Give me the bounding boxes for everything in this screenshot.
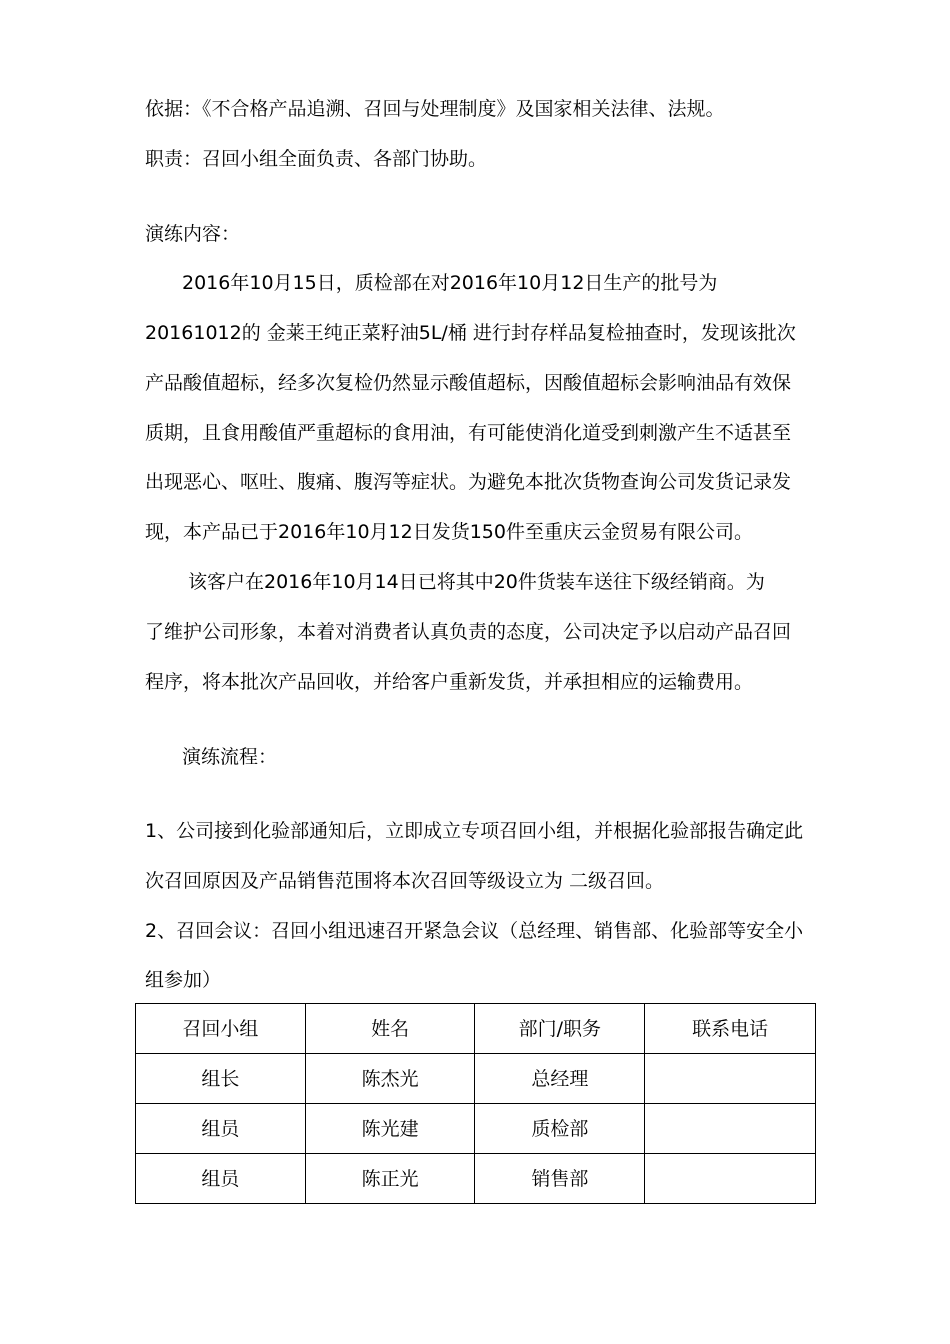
table-cell (645, 1154, 816, 1204)
process-step-line: 次召回原因及产品销售范围将本次召回等级设立为 二级召回。 (145, 870, 665, 892)
paragraph-line: 20161012的 金莱王纯正菜籽油5L/桶 进行封存样品复检抽查时，发现该批次 (145, 322, 796, 344)
table-cell: 质检部 (475, 1104, 645, 1154)
table-header-cell: 召回小组 (136, 1004, 306, 1054)
recall-team-table (135, 1003, 816, 1204)
table-row (136, 1154, 816, 1204)
process-step-line: 2、召回会议：召回小组迅速召开紧急会议（总经理、销售部、化验部等安全小 (145, 920, 804, 942)
drill-content-heading: 演练内容： (145, 223, 241, 245)
table-row (136, 1054, 816, 1104)
paragraph-line: 出现恶心、呕吐、腹痛、腹泻等症状。为避免本批次货物查询公司发货记录发 (145, 471, 792, 493)
table-header-cell: 联系电话 (645, 1004, 816, 1054)
table-cell: 陈光建 (305, 1104, 475, 1154)
table-header-cell: 姓名 (305, 1004, 475, 1054)
responsibility-line: 职责：召回小组全面负责、各部门协助。 (145, 148, 488, 170)
paragraph-line: 2016年10月15日，质检部在对2016年10月12日生产的批号为 (182, 272, 718, 294)
paragraph-line: 程序，将本批次产品回收，并给客户重新发货，并承担相应的运输费用。 (145, 671, 754, 693)
table-cell: 组长 (136, 1054, 306, 1104)
table-cell: 陈正光 (305, 1154, 475, 1204)
table-row (136, 1104, 816, 1154)
drill-process-heading: 演练流程： (182, 746, 278, 768)
paragraph-line: 质期，且食用酸值严重超标的食用油，有可能使消化道受到刺激产生不适甚至 (145, 422, 792, 444)
table-cell: 销售部 (475, 1154, 645, 1204)
paragraph-line: 该客户在2016年10月14日已将其中20件货装车送往下级经销商。为 (188, 571, 765, 593)
process-step-line: 组参加） (145, 969, 222, 991)
paragraph-line: 产品酸值超标，经多次复检仍然显示酸值超标，因酸值超标会影响油品有效保 (145, 372, 792, 394)
table-header-cell: 部门/职务 (475, 1004, 645, 1054)
table-cell: 总经理 (475, 1054, 645, 1104)
table-cell (645, 1054, 816, 1104)
process-step-line: 1、公司接到化验部通知后，立即成立专项召回小组，并根据化验部报告确定此 (145, 820, 804, 842)
table-cell: 组员 (136, 1104, 306, 1154)
basis-line: 依据：《不合格产品追溯、召回与处理制度》及国家相关法律、法规。 (145, 98, 725, 120)
paragraph-line: 现，本产品已于2016年10月12日发货150件至重庆云金贸易有限公司。 (145, 521, 753, 543)
paragraph-line: 了维护公司形象，本着对消费者认真负责的态度，公司决定予以启动产品召回 (145, 621, 792, 643)
table-header-row (136, 1004, 816, 1054)
table-cell: 陈杰光 (305, 1054, 475, 1104)
table-cell (645, 1104, 816, 1154)
table-cell: 组员 (136, 1154, 306, 1204)
